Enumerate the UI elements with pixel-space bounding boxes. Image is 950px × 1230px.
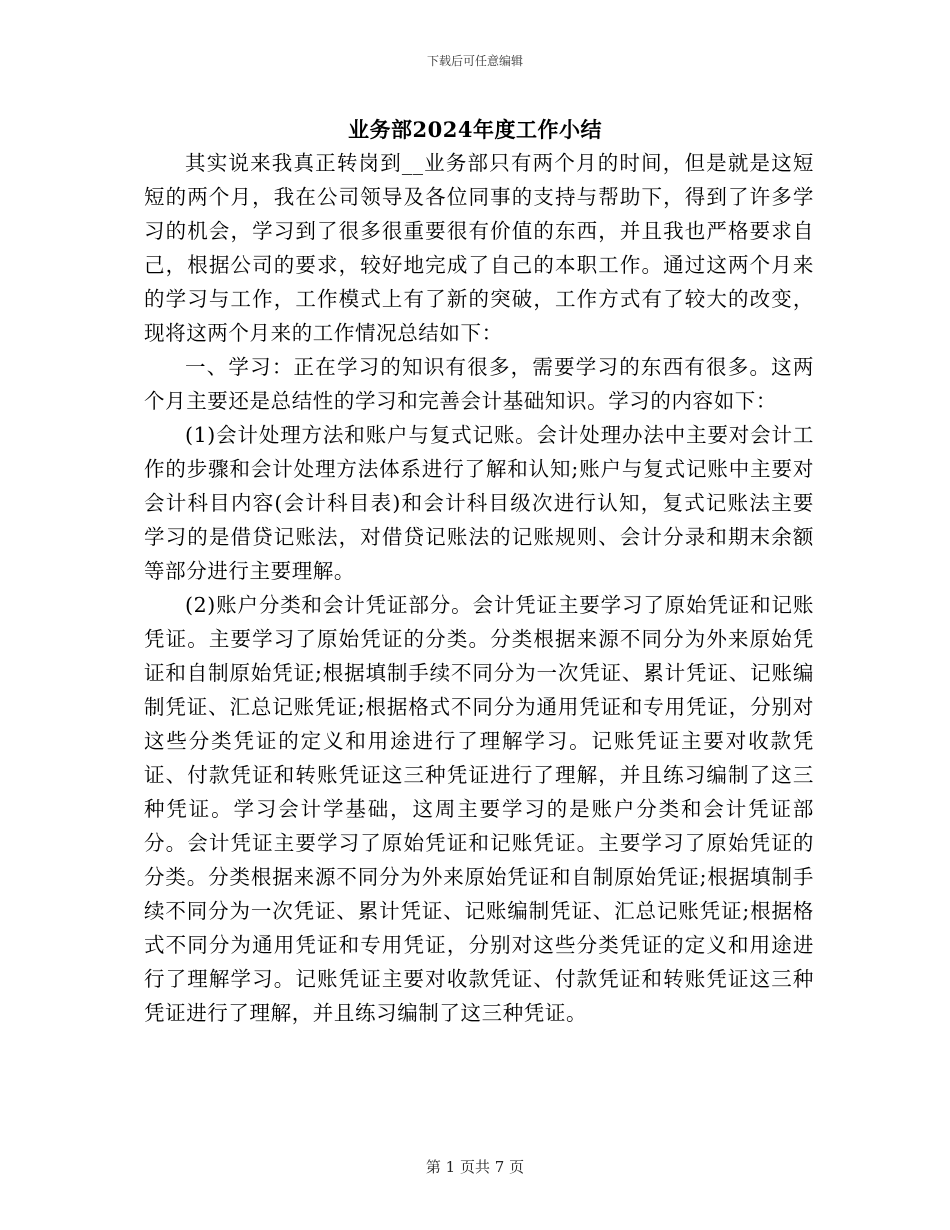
header-note: 下载后可任意编辑: [426, 54, 523, 68]
document-body: [144, 146, 814, 1030]
paragraph-study: 一、学习：正在学习的知识有很多，需要学习的东西有很多。这两个月主要还是总结性的学习和完善会计基础知识。学习的内容如下：: [144, 355, 814, 413]
paragraph-item-2: (2)账户分类和会计凭证部分。会计凭证主要学习了原始凭证和记账凭证。主要学习了原始凭证的分类。分类根据来源不同分为外来原始凭证和自制原始凭证;根据填制手续不同分为一次凭证、累计凭证、记账编制凭证、汇总记账凭证;根据格式不同分为通用凭证和专用凭证，分别对这些分类凭证的定义和用途进行了理解学习。记账凭证主要对收款凭证、付款凭证和转账凭证这三种凭证进行了理解，并且练习编制了这三种凭证。学习会计学基础，这周主要学习的是账户分类和会计凭证部分。会计凭证主要学习了原始凭证和记账凭证。主要学习了原始凭证的分类。分类根据来源不同分为外来原始凭证和自制原始凭证;根据填制手续不同分为一次凭证、累计凭证、记账编制凭证、汇总记账凭证;根据格式不同分为通用凭证和专用凭证，分别对这些分类凭证的定义和用途进行了理解学习。记账凭证主要对收款凭证、付款凭证和转账凭证这三种凭证进行了理解，并且练习编制了这三种凭证。: [144, 593, 814, 1025]
document-title: 业务部2024年度工作小结: [348, 117, 602, 142]
paragraph-intro: 其实说来我真正转岗到__业务部只有两个月的时间，但是就是这短短的两个月，我在公司领导及各位同事的支持与帮助下，得到了许多学习的机会，学习到了很多很重要很有价值的东西，并且我也严格要求自己，根据公司的要求，较好地完成了自己的本职工作。通过这两个月来的学习与工作，工作模式上有了新的突破，工作方式有了较大的改变，现将这两个月来的工作情况总结如下：: [144, 151, 814, 345]
paragraph-item-1: (1)会计处理方法和账户与复式记账。会计处理办法中主要对会计工作的步骤和会计处理方法体系进行了解和认知;账户与复式记账中主要对会计科目内容(会计科目表)和会计科目级次进行认知，复式记账法主要学习的是借贷记账法，对借贷记账法的记账规则、会计分录和期末余额等部分进行主要理解。: [144, 423, 814, 583]
page-number: 第 1 页共 7 页: [425, 1158, 525, 1176]
